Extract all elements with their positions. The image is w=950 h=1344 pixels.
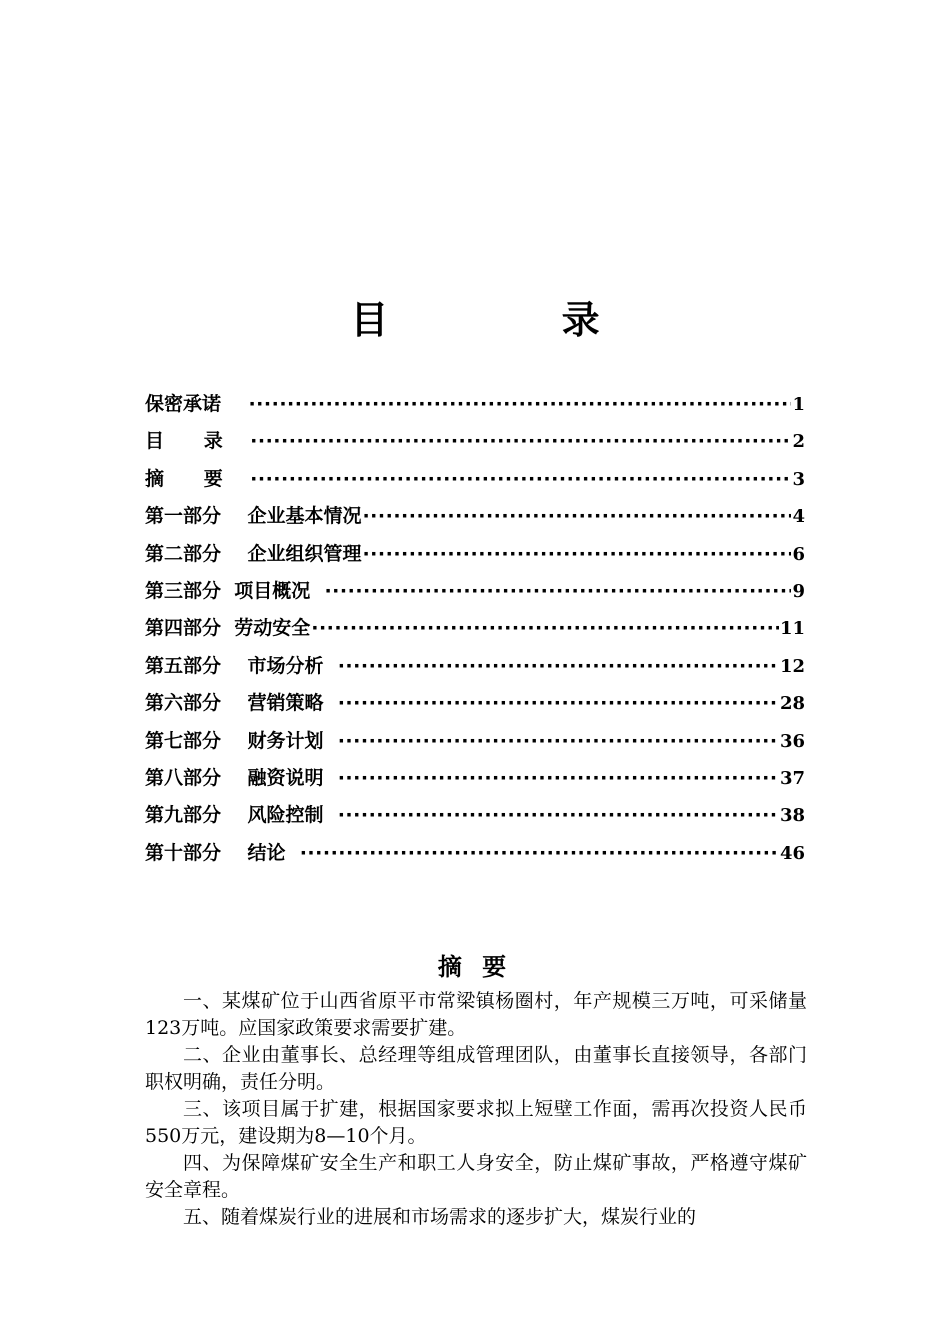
- toc-entry[interactable]: [145, 461, 805, 498]
- toc-entry[interactable]: [145, 610, 805, 647]
- toc-entry-label: 第二部分 企业组织管理: [145, 542, 362, 565]
- toc-entry-label: 第七部分 财务计划: [145, 729, 337, 752]
- toc-dot-leader: [338, 797, 779, 834]
- toc-entry[interactable]: [145, 573, 805, 610]
- toc-entry-page: 3: [792, 468, 805, 490]
- toc-dot-leader: [362, 498, 791, 535]
- toc-entry-page: 37: [779, 767, 805, 789]
- toc-entry-page: 28: [779, 693, 805, 715]
- abstract-paragraph: 二、企业由董事长、总经理等组成管理团队，由董事长直接领导，各部门职权明确，责任分明。: [145, 1044, 807, 1093]
- toc-entry[interactable]: [145, 685, 805, 722]
- toc-entry[interactable]: [145, 423, 805, 460]
- toc-entry-page: 9: [792, 580, 805, 602]
- toc-entry-label: 第五部分 市场分析: [145, 654, 337, 677]
- toc-entry[interactable]: [145, 386, 805, 423]
- toc-dot-leader: [324, 573, 791, 610]
- toc-entry-page: 46: [779, 842, 805, 864]
- abstract-paragraph: 四、为保障煤矿安全生产和职工人身安全，防止煤矿事故，严格遵守煤矿安全章程。: [145, 1152, 807, 1201]
- toc-entry[interactable]: [145, 835, 805, 872]
- toc-title: 目 录: [350, 298, 680, 342]
- toc-dot-leader: [338, 760, 779, 797]
- toc-entry-label: 保密承诺: [145, 393, 248, 415]
- toc-dot-leader: [300, 835, 779, 872]
- abstract-paragraph: 一、某煤矿位于山西省原平市常梁镇杨圈村，年产规模三万吨，可采储量123万吨。应国家政策要求需要扩建。: [145, 990, 807, 1039]
- abstract-body: [145, 988, 807, 1231]
- toc-entry[interactable]: [145, 723, 805, 760]
- table-of-contents: [145, 386, 805, 872]
- toc-entry-label: 第八部分 融资说明: [145, 766, 337, 789]
- toc-entry[interactable]: [145, 760, 805, 797]
- toc-entry-label: 摘 要: [145, 467, 250, 490]
- toc-entry-page: 2: [792, 431, 805, 453]
- abstract-paragraph: 三、该项目属于扩建，根据国家要求拟上短壁工作面，需再次投资人民币550万元，建设期为8—10个月。: [145, 1098, 807, 1147]
- toc-entry-page: 38: [779, 805, 805, 827]
- toc-entry[interactable]: [145, 498, 805, 535]
- toc-entry-label: 第三部分 项目概况: [145, 579, 324, 602]
- toc-entry[interactable]: [145, 797, 805, 834]
- toc-entry-page: 12: [779, 655, 805, 677]
- toc-dot-leader: [338, 685, 779, 722]
- toc-entry-label: 第一部分 企业基本情况: [145, 505, 362, 528]
- toc-entry-label: 第十部分 结论: [145, 841, 299, 864]
- abstract-heading: 摘 要: [437, 953, 513, 981]
- toc-entry[interactable]: [145, 648, 805, 685]
- toc-entry-label: 目 录: [145, 430, 250, 453]
- toc-dot-leader: [338, 648, 779, 685]
- toc-entry-page: 6: [792, 543, 805, 565]
- toc-entry-page: 36: [779, 730, 805, 752]
- toc-dot-leader: [250, 461, 791, 498]
- toc-dot-leader: [250, 423, 791, 460]
- toc-entry[interactable]: [145, 536, 805, 573]
- toc-dot-leader: [338, 723, 779, 760]
- toc-entry-page: 1: [792, 394, 805, 415]
- toc-entry-page: 11: [779, 618, 805, 640]
- toc-entry-label: 第九部分 风险控制: [145, 804, 337, 827]
- toc-dot-leader: [248, 386, 791, 423]
- toc-entry-label: 第四部分 劳动安全: [145, 617, 311, 640]
- abstract-paragraph: 五、随着煤炭行业的进展和市场需求的逐步扩大，煤炭行业的: [183, 1206, 697, 1228]
- toc-entry-page: 4: [792, 506, 805, 528]
- toc-dot-leader: [362, 536, 791, 573]
- toc-dot-leader: [311, 610, 779, 647]
- toc-entry-label: 第六部分 营销策略: [145, 692, 337, 715]
